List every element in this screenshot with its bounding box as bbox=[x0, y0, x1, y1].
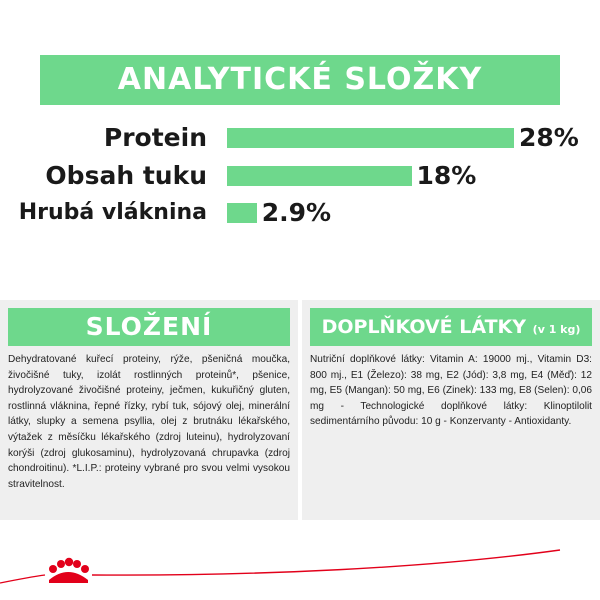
additives-title-suffix: (v 1 kg) bbox=[532, 323, 581, 336]
analysis-row-fiber bbox=[0, 195, 600, 231]
composition-text: Dehydratované kuřecí proteiny, rýže, pšeničná moučka, živočišné tuky, izolát rostlinných proteinů*, pšenice, hydrolyzované živočišné proteiny, ječmen, kukuřičný gluten, rostlinná vláknina, řepné řízky, rybí tuk, sójový olej, minerální látky, slupky a semena psyllia, olej z brutnáku lékařského, výtažek z měsíčku lékařského (zdroj luteinu), hydrolyzovaní korýši (zdroj glukosaminu), hydrolyzovaná chrupavka (zdroj chondroitinu). *L.I.P.: proteiny vybrané pro svou velmi vysokou stravitelnost. bbox=[8, 354, 290, 490]
analysis-value: 28% bbox=[519, 123, 579, 152]
additives-title bbox=[310, 308, 592, 346]
analysis-label: Obsah tuku bbox=[45, 161, 207, 190]
analysis-bar bbox=[227, 166, 412, 186]
additives-text: Nutriční doplňkové látky: Vitamin A: 19000 mj., Vitamin D3: 800 mj., E1 (Železo): 38 mg, E2 (Jód): 3,8 mg, E4 (Měď): 12 mg, E5 (Mangan): 50 mg, E6 (Zinek): 133 mg, E8 (Selen): 0,06 mg - Technologické doplňkové látky: Klinoptilolit sedimentárního původu: 10 g - Konzervanty - Antioxidanty. bbox=[310, 354, 592, 428]
analysis-bar bbox=[227, 203, 257, 223]
royal-canin-crown-icon bbox=[49, 558, 89, 583]
analysis-bar bbox=[227, 128, 514, 148]
analysis-label: Hrubá vláknina bbox=[18, 200, 207, 225]
composition-panel bbox=[0, 300, 298, 520]
brand-swoosh bbox=[0, 540, 600, 590]
analysis-value: 2.9% bbox=[261, 198, 332, 227]
composition-title: SLOŽENÍ bbox=[8, 308, 290, 346]
analysis-title-banner: ANALYTICKÉ SLOŽKY bbox=[40, 55, 560, 105]
analysis-label: Protein bbox=[103, 123, 207, 152]
analysis-row-fat bbox=[0, 158, 600, 194]
additives-panel bbox=[302, 300, 600, 520]
additives-title-text: DOPLŇKOVÉ LÁTKY bbox=[321, 316, 527, 338]
analysis-value: 18% bbox=[416, 161, 477, 190]
analysis-row-protein bbox=[0, 120, 600, 156]
